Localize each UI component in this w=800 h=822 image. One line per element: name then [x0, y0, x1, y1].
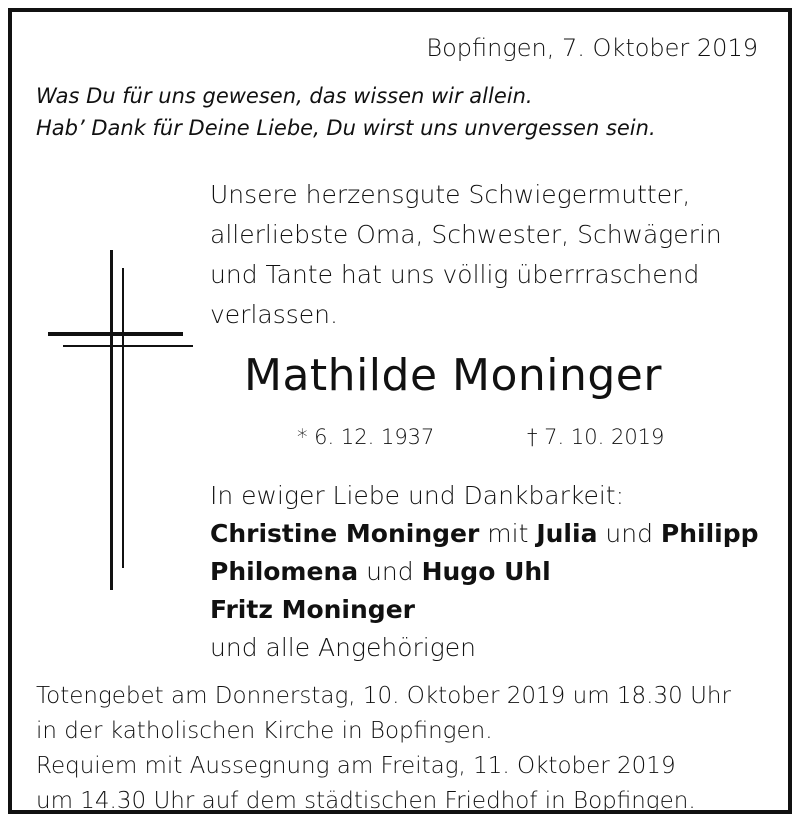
- mourners-closing: und alle Angehörigen: [210, 633, 476, 662]
- joiner-text: und: [605, 519, 653, 548]
- mourner-line: [210, 591, 759, 629]
- death-date: † 7. 10. 2019: [527, 425, 665, 449]
- service-line: Requiem mit Aussegnung am Freitag, 11. Oktober 2019: [36, 753, 676, 779]
- verse-line: Was Du für uns gewesen, das wissen wir allein.: [36, 84, 533, 108]
- mourner-name: Fritz Moninger: [210, 595, 415, 624]
- service-details: [36, 679, 731, 819]
- mourner-name: Philipp: [660, 519, 759, 548]
- date-line: Bopfingen, 7. Oktober 2019: [426, 34, 758, 62]
- joiner-text: und: [366, 557, 414, 586]
- mourner-name: Julia: [536, 519, 598, 548]
- announcement-line: verlassen.: [210, 300, 338, 329]
- service-line: um 14.30 Uhr auf dem städtischen Friedhof in Bopfingen.: [36, 788, 696, 814]
- announcement-line: allerliebste Oma, Schwester, Schwägerin: [210, 220, 722, 249]
- verse-line: Hab’ Dank für Deine Liebe, Du wirst uns unvergessen sein.: [36, 116, 656, 140]
- mourner-line: [210, 553, 759, 591]
- announcement-line: und Tante hat uns völlig überrraschend: [210, 260, 700, 289]
- birth-date: * 6. 12. 1937: [297, 425, 435, 449]
- service-line: in der katholischen Kirche in Bopfingen.: [36, 718, 493, 744]
- mourner-name: Christine Moninger: [210, 519, 480, 548]
- announcement-text: [210, 175, 722, 335]
- cross-icon: [48, 250, 193, 590]
- mourner-line: [210, 515, 759, 553]
- service-line: Totengebet am Donnerstag, 10. Oktober 2019 um 18.30 Uhr: [36, 683, 731, 709]
- deceased-name: Mathilde Moninger: [244, 350, 662, 401]
- joiner-text: mit: [487, 519, 529, 548]
- mourners-intro: In ewiger Liebe und Dankbarkeit:: [210, 481, 625, 510]
- mourner-name: Hugo Uhl: [421, 557, 551, 586]
- mourners-list: [210, 477, 759, 667]
- announcement-line: Unsere herzensgute Schwiegermutter,: [210, 180, 691, 209]
- mourner-name: Philomena: [210, 557, 359, 586]
- memorial-verse: [36, 80, 656, 144]
- obituary-notice: [8, 8, 792, 814]
